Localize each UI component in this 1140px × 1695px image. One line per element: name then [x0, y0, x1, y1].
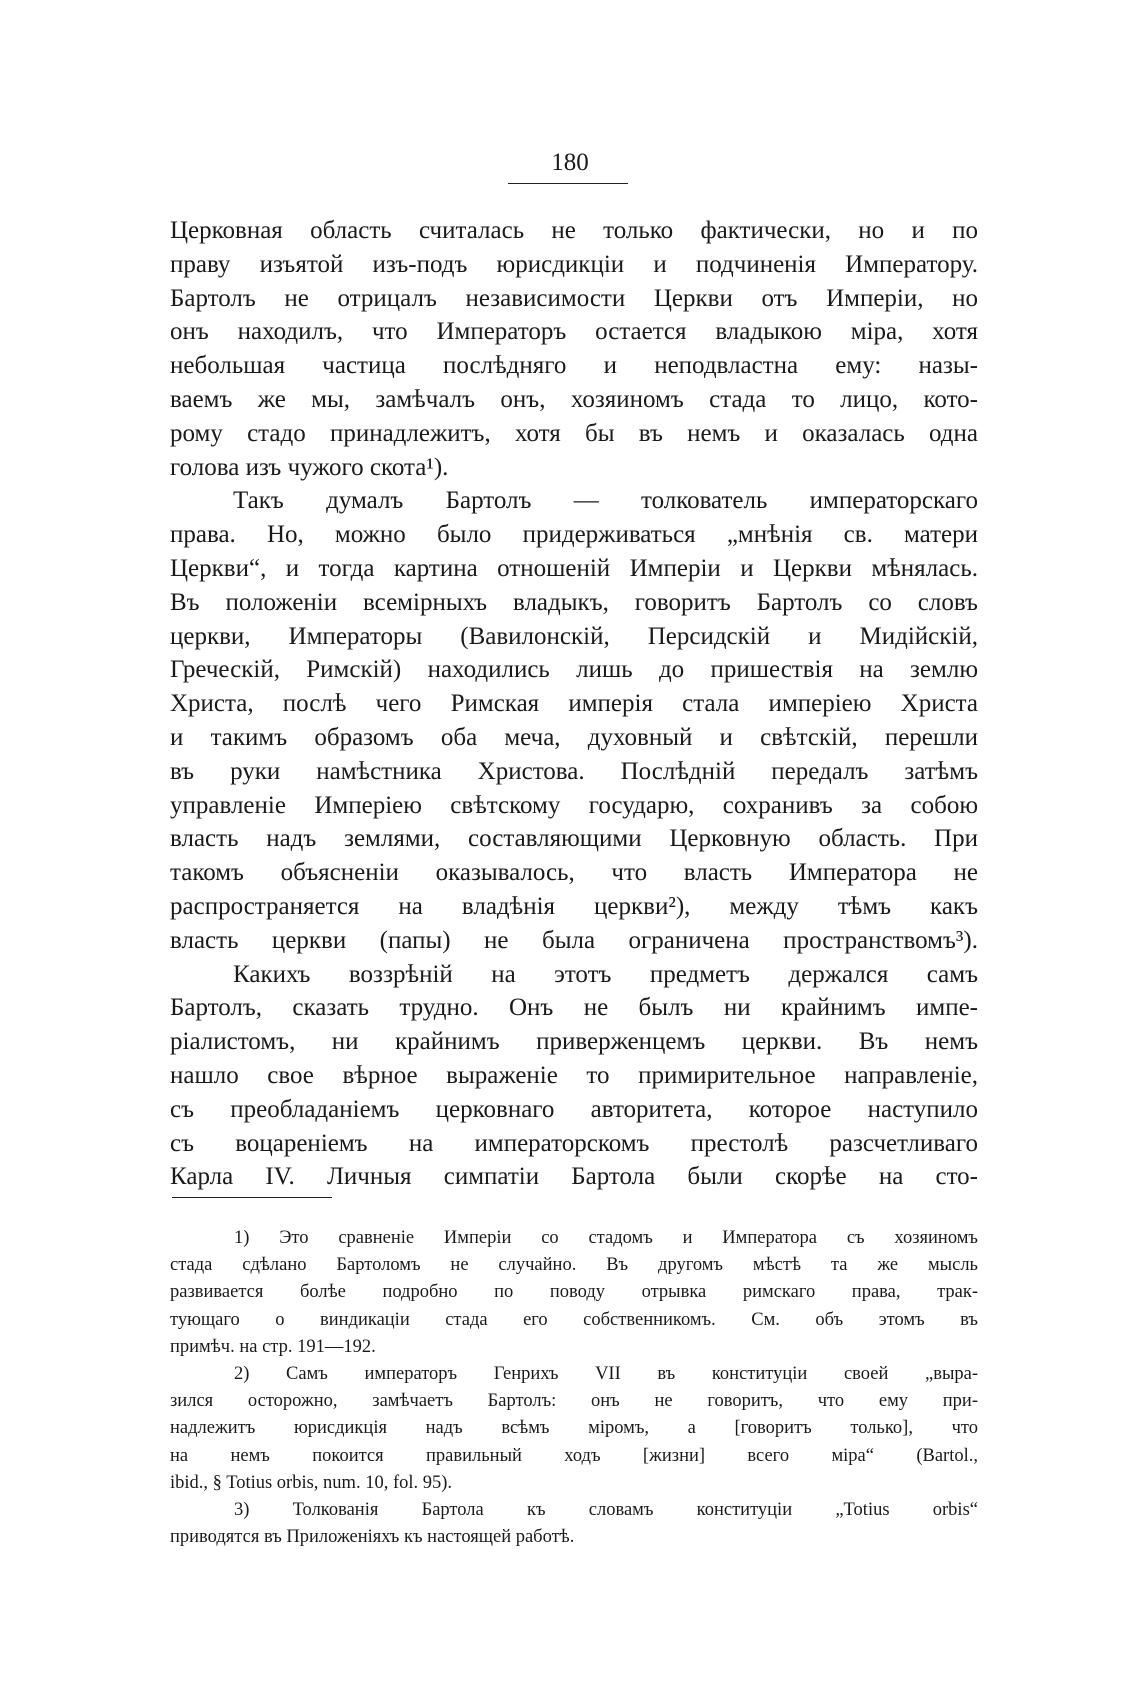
text-line: праву изъятой изъ-подъ юрисдикціи и подчиненія Императору. — [170, 250, 978, 278]
text-line: съ преобладаніемъ церковнаго авторитета, которое наступило — [170, 1095, 978, 1123]
text-line: и такимъ образомъ оба меча, духовный и свѣтскій, перешли — [170, 723, 978, 751]
text-line: церкви, Императоры (Вавилонскій, Персидскій и Мидійскій, — [170, 622, 978, 650]
text-line: Бартолъ, сказать трудно. Онъ не былъ ни крайнимъ импе- — [170, 994, 978, 1022]
text-line: голова изъ чужого скота¹). — [170, 453, 449, 481]
footnote-line: на немъ покоится правильный ходъ [жизни] всего міра“ (Bartol., — [170, 1445, 978, 1466]
text-line: Въ положеніи всемірныхъ владыкъ, говоритъ Бартолъ со словъ — [170, 588, 978, 616]
body-text — [170, 214, 978, 1194]
text-line: ріалистомъ, ни крайнимъ приверженцемъ церкви. Въ немъ — [170, 1028, 978, 1056]
text-line: небольшая частица послѣдняго и неподвластна ему: назы- — [170, 352, 978, 380]
footnote-line: ibid., § Totius orbis, num. 10, fol. 95). — [170, 1472, 453, 1493]
footnote-line: 2) Самъ императоръ Генрихъ VII въ конституціи своей „выра- — [234, 1363, 978, 1384]
text-line: рому стадо принадлежитъ, хотя бы въ немъ и оказалась одна — [170, 419, 978, 447]
footnote-line: зился осторожно, замѣчаетъ Бартолъ: онъ не говоритъ, что ему при- — [170, 1391, 978, 1412]
footnote-line: примѣч. на стр. 191—192. — [170, 1336, 376, 1357]
text-line: онъ находилъ, что Императоръ остается владыкою міра, хотя — [170, 318, 978, 346]
text-line: Церковная область считалась не только фактически, но и по — [170, 217, 978, 244]
text-line: съ воцареніемъ на императорскомъ престолѣ разсчетливаго — [170, 1129, 978, 1157]
footnotes — [170, 1225, 978, 1551]
text-line: распространяется на владѣнія церкви²), между тѣмъ какъ — [170, 892, 978, 920]
footnote-line: развивается болѣе подробно по поводу отрывка римскаго права, трак- — [170, 1282, 978, 1303]
page-number-underline — [508, 183, 628, 184]
text-line: Карла IV. Личныя симпатіи Бартола были скорѣе на сто- — [170, 1163, 978, 1191]
text-line: Церкви“, и тогда картина отношеній Имперіи и Церкви мѣнялась. — [170, 554, 978, 582]
footnote-line: 3) Толкованія Бартола къ словамъ конституціи „Totius orbis“ — [234, 1499, 978, 1520]
footnote-line: стада сдѣлано Бартоломъ не случайно. Въ другомъ мѣстѣ та же мысль — [170, 1255, 978, 1276]
text-line: права. Но, можно было придерживаться „мнѣнія св. матери — [170, 521, 978, 549]
page-number: 180 — [551, 149, 589, 176]
footnote-separator — [172, 1197, 332, 1198]
text-line: ваемъ же мы, замѣчалъ онъ, хозяиномъ стада то лицо, кото- — [170, 385, 978, 413]
text-line: Какихъ воззрѣній на этотъ предметъ держался самъ — [233, 960, 978, 988]
footnote-line: надлежитъ юрисдикція надъ всѣмъ міромъ, а [говоритъ только], что — [170, 1418, 978, 1439]
text-line: такомъ объясненіи оказывалось, что власть Императора не — [170, 859, 978, 887]
footnote-line: приводятся въ Приложеніяхъ къ настоящей работѣ. — [170, 1527, 575, 1548]
text-line: въ руки намѣстника Христова. Послѣдній передалъ затѣмъ — [170, 757, 978, 785]
footnote-line: тующаго о виндикаціи стада его собственникомъ. См. объ этомъ въ — [170, 1309, 978, 1330]
text-line: власть церкви (папы) не была ограничена пространствомъ³). — [170, 926, 978, 954]
text-line: нашло свое вѣрное выраженіе то примирительное направленіе, — [170, 1061, 978, 1089]
text-line: Христа, послѣ чего Римская имперія стала имперіею Христа — [170, 690, 978, 718]
text-line: управленіе Имперіею свѣтскому государю, сохранивъ за собою — [170, 791, 978, 819]
text-line: Бартолъ не отрицалъ независимости Церкви отъ Имперіи, но — [170, 284, 978, 312]
text-line: Греческій, Римскій) находились лишь до пришествія на землю — [170, 656, 978, 684]
footnote-line: 1) Это сравненіе Имперіи со стадомъ и Императора съ хозяиномъ — [234, 1228, 978, 1248]
text-line: власть надъ землями, составляющими Церковную область. При — [170, 825, 978, 853]
text-line: Такъ думалъ Бартолъ — толкователь императорскаго — [233, 487, 978, 515]
